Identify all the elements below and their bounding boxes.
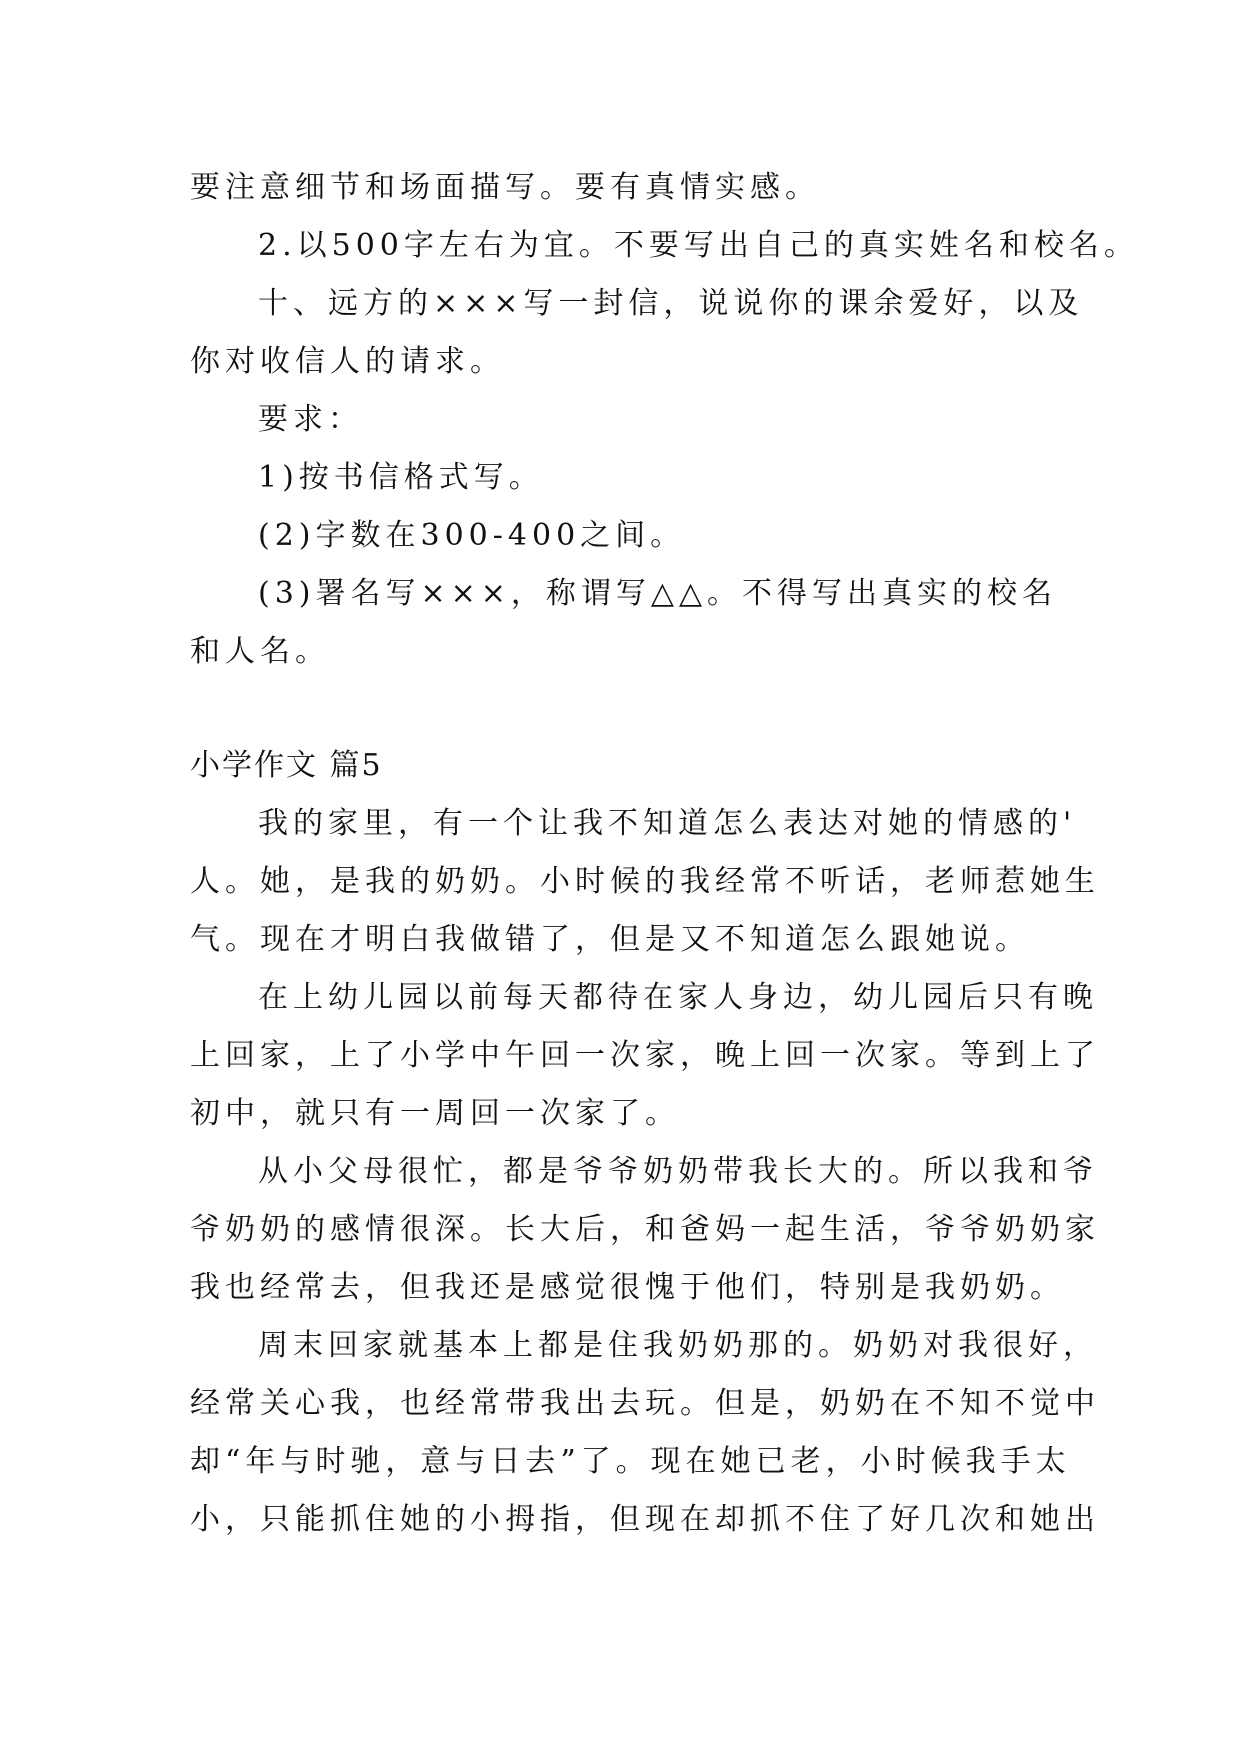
- paragraph-line: 气。现在才明白我做错了，但是又不知道怎么跟她说。: [190, 922, 1030, 957]
- paragraph-line: 我也经常去，但我还是感觉很愧于他们，特别是我奶奶。: [190, 1270, 1065, 1305]
- section-ten-title: 十、远方的×××写一封信，说说你的课余爱好，以及: [258, 286, 1084, 321]
- paragraph-line: 我的家里，有一个让我不知道怎么表达对她的情感的': [258, 806, 1077, 841]
- paragraph-line: 小，只能抓住她的小拇指，但现在却抓不住了好几次和她出: [190, 1502, 1100, 1537]
- paragraph-line: 从小父母很忙，都是爷爷奶奶带我长大的。所以我和爷: [258, 1154, 1098, 1189]
- requirement-item-3: (3)署名写×××，称谓写△△。不得写出真实的校名: [258, 576, 1058, 611]
- paragraph-line: 初中，就只有一周回一次家了。: [190, 1096, 680, 1131]
- requirement-item-2: (2)字数在300-400之间。: [258, 518, 686, 553]
- essay-heading: 小学作文 篇5: [190, 748, 383, 783]
- requirement-item-1: 1)按书信格式写。: [258, 460, 544, 495]
- paragraph-line: 经常关心我，也经常带我出去玩。但是，奶奶在不知不觉中: [190, 1386, 1100, 1421]
- requirements-label: 要求：: [258, 402, 363, 437]
- paragraph-line: 你对收信人的请求。: [190, 344, 505, 379]
- paragraph-line: 要注意细节和场面描写。要有真情实感。: [190, 170, 820, 205]
- paragraph-line: 上回家，上了小学中午回一次家，晚上回一次家。等到上了: [190, 1038, 1100, 1073]
- paragraph-line: 人。她，是我的奶奶。小时候的我经常不听话，老师惹她生: [190, 864, 1100, 899]
- paragraph-line: 在上幼儿园以前每天都待在家人身边，幼儿园后只有晚: [258, 980, 1098, 1015]
- requirement-item-2: 2.以500字左右为宜。不要写出自己的真实姓名和校名。: [258, 228, 1139, 263]
- paragraph-line: 却“年与时驰，意与日去”了。现在她已老，小时候我手太: [190, 1444, 1071, 1479]
- paragraph-line: 爷奶奶的感情很深。长大后，和爸妈一起生活，爷爷奶奶家: [190, 1212, 1100, 1247]
- paragraph-line: 周末回家就基本上都是住我奶奶那的。奶奶对我很好，: [258, 1328, 1098, 1363]
- paragraph-line: 和人名。: [190, 634, 330, 669]
